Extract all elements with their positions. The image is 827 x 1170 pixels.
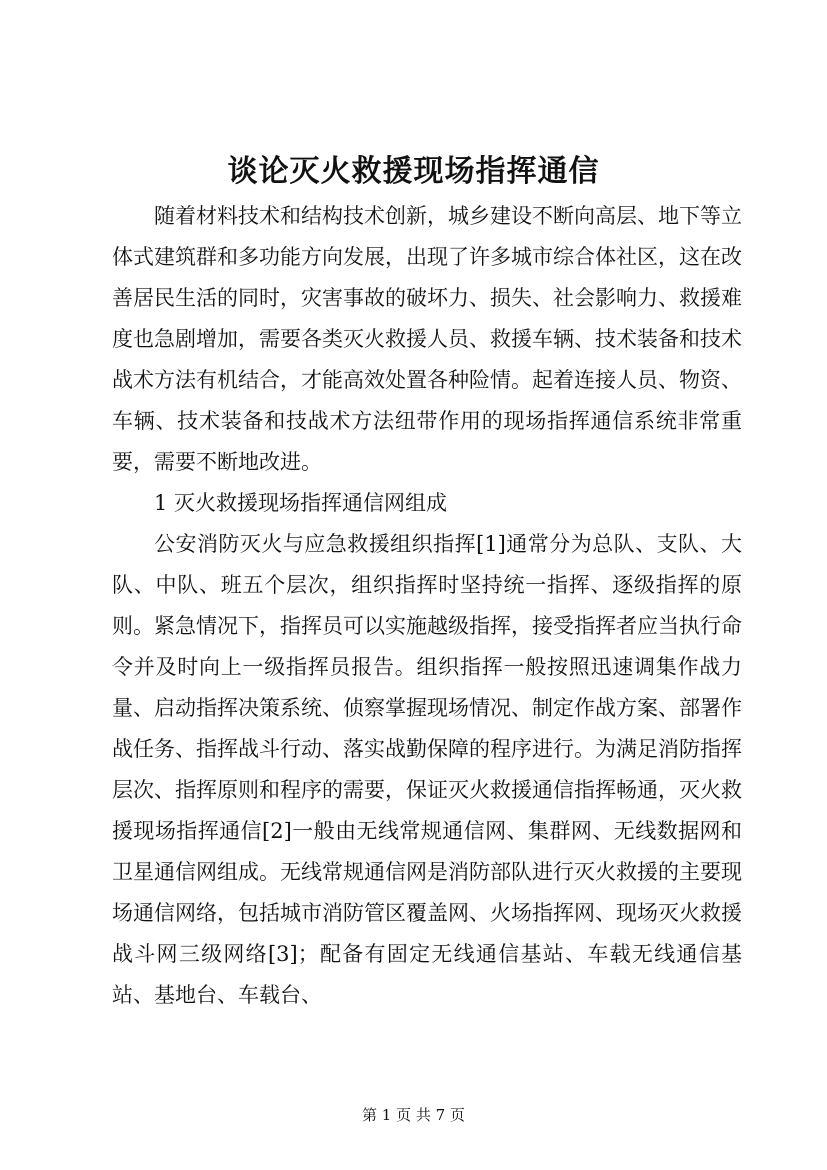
document-body — [112, 196, 742, 1016]
page-footer: 第 1 页 共 7 页 — [362, 1106, 465, 1124]
section-heading: 1 灭火救援现场指挥通信网组成 — [154, 491, 448, 515]
paragraph-network: 公安消防灭火与应急救援组织指挥[1]通常分为总队、支队、大队、中队、班五个层次，组织指挥时坚持统一指挥、逐级指挥的原则。紧急情况下，指挥员可以实施越级指挥，接受指挥者应当执行命令并及时向上一级指挥员报告。组织指挥一般按照迅速调集作战力量、启动指挥决策系统、侦察掌握现场情况、制定作战方案、部署作战任务、指挥战斗行动、落实战勤保障的程序进行。为满足消防指挥层次、指挥原则和程序的需要，保证灭火救援通信指挥畅通，灭火救援现场指挥通信[2]一般由无线常规通信网、集群网、无线数据网和卫星通信网组成。无线常规通信网是消防部队进行灭火救援的主要现场通信网络，包括城市消防管区覆盖网、火场指挥网、现场灭火救援战斗网三级网络[3]；配备有固定无线通信基站、车载无线通信基站、基地台、车载台、 — [112, 532, 742, 1007]
document-title: 谈论灭火救援现场指挥通信 — [227, 154, 600, 189]
paragraph-intro: 随着材料技术和结构技术创新，城乡建设不断向高层、地下等立体式建筑群和多功能方向发展，出现了许多城市综合体社区，这在改善居民生活的同时，灾害事故的破坏力、损失、社会影响力、救援难度也急剧增加，需要各类灭火救援人员、救援车辆、技术装备和技术战术方法有机结合，才能高效处置各种险情。起着连接人员、物资、车辆、技术装备和技战术方法纽带作用的现场指挥通信系统非常重要，需要不断地改进。 — [112, 204, 742, 474]
